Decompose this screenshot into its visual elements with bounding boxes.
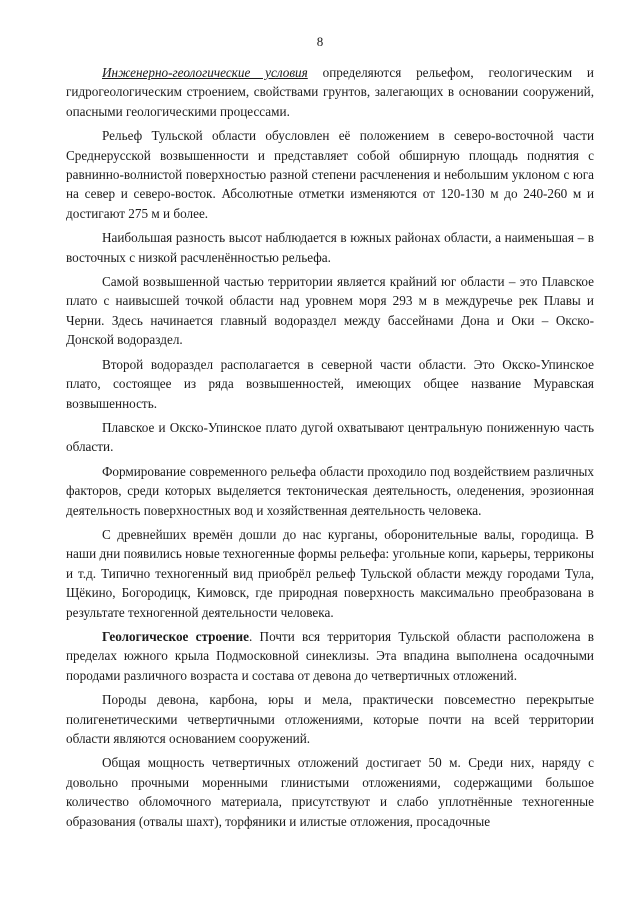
paragraph-second-watershed: Второй водораздел располагается в северной части области. Это Окско-Упинское плато, состоящее из ряда возвышенностей, имеющих общее название Муравская возвышенность. (66, 356, 594, 411)
paragraph-plavsk-plateau: Самой возвышенной частью территории является крайний юг области – это Плавское плато с наивысшей точкой области над уровнем моря 293 м в междуречье рек Плавы и Черни. Здесь начинается главный водораздел между бассейнами Дона и Оки – Окско-Донской водораздел. (66, 274, 594, 348)
paragraph-relief: Рельеф Тульской области обусловлен её положением в северо-восточной части Среднерусской возвышенности и представляет собой обширную площадь поднятия с равнинно-волнистой поверхностью разной степени расчленения и небольшим уклоном с юга на север и северо-восток. Абсолютные отметки изменяются от 120-130 м до 240-260 м и достигают 275 м и более. (66, 128, 594, 221)
paragraph-relief-formation: Формирование современного рельефа области проходило под воздействием различных факторов, среди которых выделяется тектоническая деятельность, оледенения, эрозионная деятельность поверхностных вод и хозяйственная деятельность человека. (66, 463, 594, 518)
paragraph-engineering-conditions (66, 63, 594, 121)
paragraph-plateaus-arc: Плавское и Окско-Упинское плато дугой охватывают центральную пониженную часть области. (66, 419, 594, 455)
paragraph-text: определяются рельефом, геологическим и гидрогеологическим строением, свойствами грунтов, залегающих в основании сооружений, опасными геологическими процессами. (66, 65, 594, 119)
paragraph-rocks: Породы девона, карбона, юры и мела, практически повсеместно перекрытые полигенетическими четвертичными отложениями, которые почти на всей территории области являются основанием сооружений. (66, 692, 594, 746)
document-body (66, 63, 594, 836)
section-heading-engineering-geology: Инженерно-геологические условия (102, 65, 308, 80)
page-number: 8 (316, 34, 324, 49)
paragraph-technogenic-forms: С древнейших времён дошли до нас курганы, оборонительные валы, городища. В наши дни появились новые техногенные формы рельефа: угольные копи, карьеры, терриконы и т.д. Типично техногенный вид приобрёл рельеф Тульской области между городами Тула, Щёкино, Богородицк, Кимовск, где природная поверхность максимально преобразована в результате техногенной деятельности человека. (66, 526, 594, 620)
paragraph-text: . Почти вся территория Тульской области расположена в пределах южного крыла Подмосковной синеклизы. Эта впадина выполнена осадочными породами различного возраста и состава от девона до четвертичных отложений. (66, 628, 594, 683)
section-heading-geological-structure: Геологическое строение (102, 628, 249, 644)
paragraph-quaternary-thickness: Общая мощность четвертичных отложений достигает 50 м. Среди них, наряду с довольно прочными моренными глинистыми отложениями, содержащими большое количество обломочного материала, присутствуют и слабо уплотнённые техногенные образования (отвалы шахт), торфяники и илистые отложения, просадочные (66, 755, 594, 829)
paragraph-geological-structure (66, 627, 594, 685)
paragraph-height-difference: Наибольшая разность высот наблюдается в южных районах области, а наименьшая – в восточных с низкой расчленённостью рельефа. (66, 230, 594, 265)
